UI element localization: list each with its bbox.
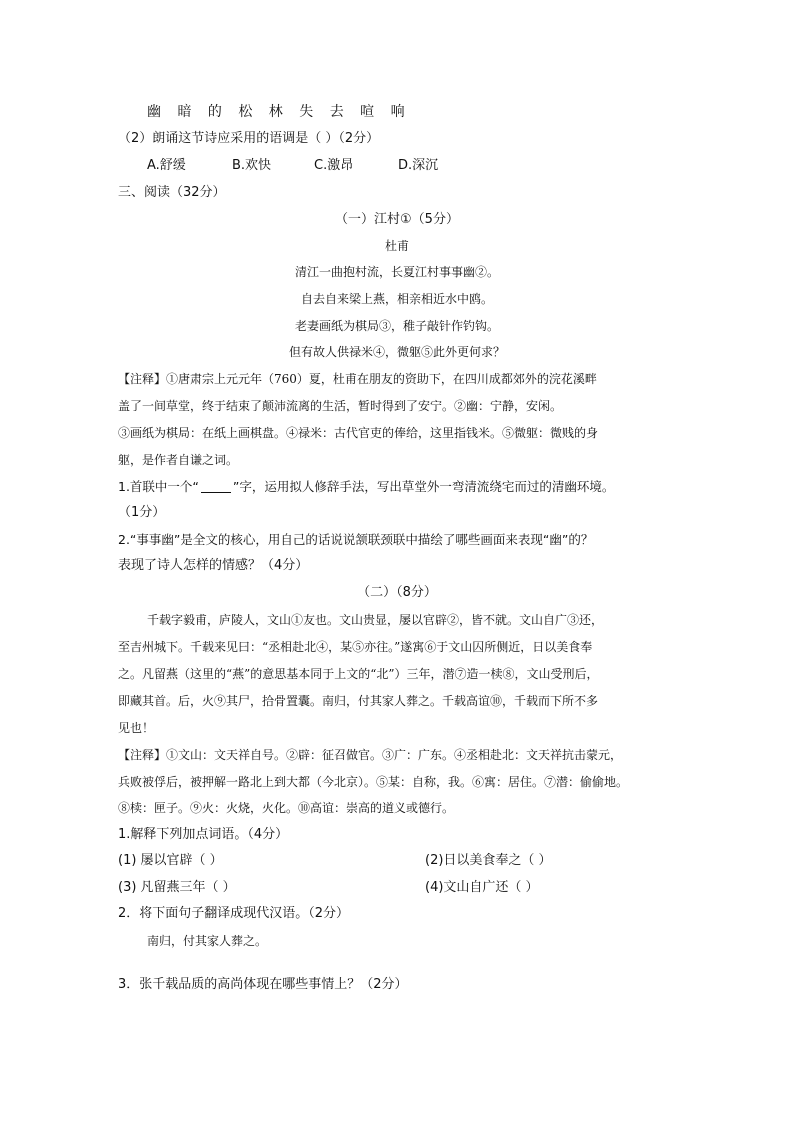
poem-note-line-3: ③画纸为棋局：在纸上画棋盘。④禄米：古代官吏的俸给，这里指钱米。⑤微躯：微贱的身: [118, 426, 599, 440]
passage-line-2: 至吉州城下。千载来见曰：“丞相赴北④，某⑤亦往。”遂寓⑥于文山囚所侧近，日以美食奉: [118, 640, 593, 654]
translation-sentence: 南归，付其家人葬之。: [147, 934, 268, 948]
part-2-question-3: 3．张千载品质的高尚体现在哪些事情上？（2分）: [118, 977, 408, 992]
answer-blank: [201, 480, 231, 493]
part-1-question-1-score: （1分）: [118, 505, 166, 520]
part-2-question-1: 1.解释下列加点词语。（4分）: [118, 827, 289, 842]
passage-line-3: 之。凡留燕（这里的“燕”的意思基本同于上文的“北”）三年，潜⑦造一椟⑧，文山受刑后，: [118, 667, 599, 681]
part-1-title: （一）江村①（5分）: [335, 212, 459, 227]
vocab-item-3: (3) 凡留燕三年（ ）: [118, 880, 236, 895]
part-1-question-2-line-2: 表现了诗人怎样的情感？（4分）: [118, 558, 309, 573]
question-1-text-end: ”字，运用拟人修辞手法，写出草堂外一弯清流绕宅而过的清幽环境。: [232, 479, 615, 494]
passage-line-1: 千载字毅甫，庐陵人，文山①友也。文山贵显，屡以官辟②，皆不就。文山自广③还，: [147, 613, 604, 627]
vocab-item-2: (2)日以美食奉之（ ）: [425, 853, 552, 868]
passage-note-line-1: 【注释】①文山：文天祥自号。②辟：征召做官。③广：广东。④丞相赴北：文天祥抗击蒙元，: [118, 748, 623, 762]
section-3-heading: 三、阅读（32分）: [118, 185, 226, 200]
option-b: B.欢快: [232, 158, 272, 173]
question-1-text-start: 1.首联中一个“: [118, 479, 199, 494]
part-2-question-2: 2．将下面句子翻译成现代汉语。（2分）: [118, 906, 350, 921]
poem-author: 杜甫: [384, 239, 409, 253]
option-d: D.深沉: [398, 158, 439, 173]
option-a: A.舒缓: [147, 158, 186, 173]
poem-line-4: 但有故人供禄米④，微躯⑤此外更何求？: [288, 345, 505, 359]
passage-note-line-2: 兵败被俘后，被押解一路北上到大都（今北京）。⑤某：自称，我。⑥寓：居住。⑦潜：偷偷地。: [118, 775, 629, 789]
poem-tail-line: 幽 暗 的 松 林 失 去 喧 响: [147, 104, 411, 120]
question-2-stem: （2）朗诵这节诗应采用的语调是（ ）（2分）: [118, 131, 380, 146]
part-1-question-1: [118, 478, 614, 496]
poem-line-1: 清江一曲抱村流，长夏江村事事幽②。: [294, 265, 499, 279]
passage-line-5: 见也！: [118, 721, 155, 735]
passage-note-line-3: ⑧椟：匣子。⑨火：火烧，火化。⑩高谊：崇高的道义或德行。: [118, 801, 455, 815]
poem-note-line-1: 【注释】①唐肃宗上元元年（760）夏，杜甫在朋友的资助下，在四川成都郊外的浣花溪畔: [118, 372, 597, 386]
option-c: C.激昂: [314, 158, 354, 173]
poem-note-line-4: 躯，是作者自谦之词。: [118, 453, 239, 467]
part-1-question-2-line-1: 2.“事事幽”是全文的核心，用自己的话说说颔联颈联中描绘了哪些画面来表现“幽”的？: [118, 532, 594, 547]
vocab-item-1: (1) 屡以官辟（ ）: [118, 853, 223, 868]
poem-note-line-2: 盖了一间草堂，终于结束了颠沛流离的生活，暂时得到了安宁。②幽：宁静，安闲。: [118, 399, 563, 413]
poem-line-3: 老妻画纸为棋局③，稚子敲针作钓钩。: [294, 319, 499, 333]
vocab-item-4: (4)文山自广还（ ）: [425, 880, 539, 895]
poem-line-2: 自去自来梁上燕，相亲相近水中鸥。: [300, 292, 493, 306]
passage-line-4: 即藏其首。后，火⑨其尸，拾骨置囊。南归，付其家人葬之。千载高谊⑩，千载而下所不多: [118, 694, 599, 708]
part-2-title: （二）（8分）: [357, 585, 437, 600]
